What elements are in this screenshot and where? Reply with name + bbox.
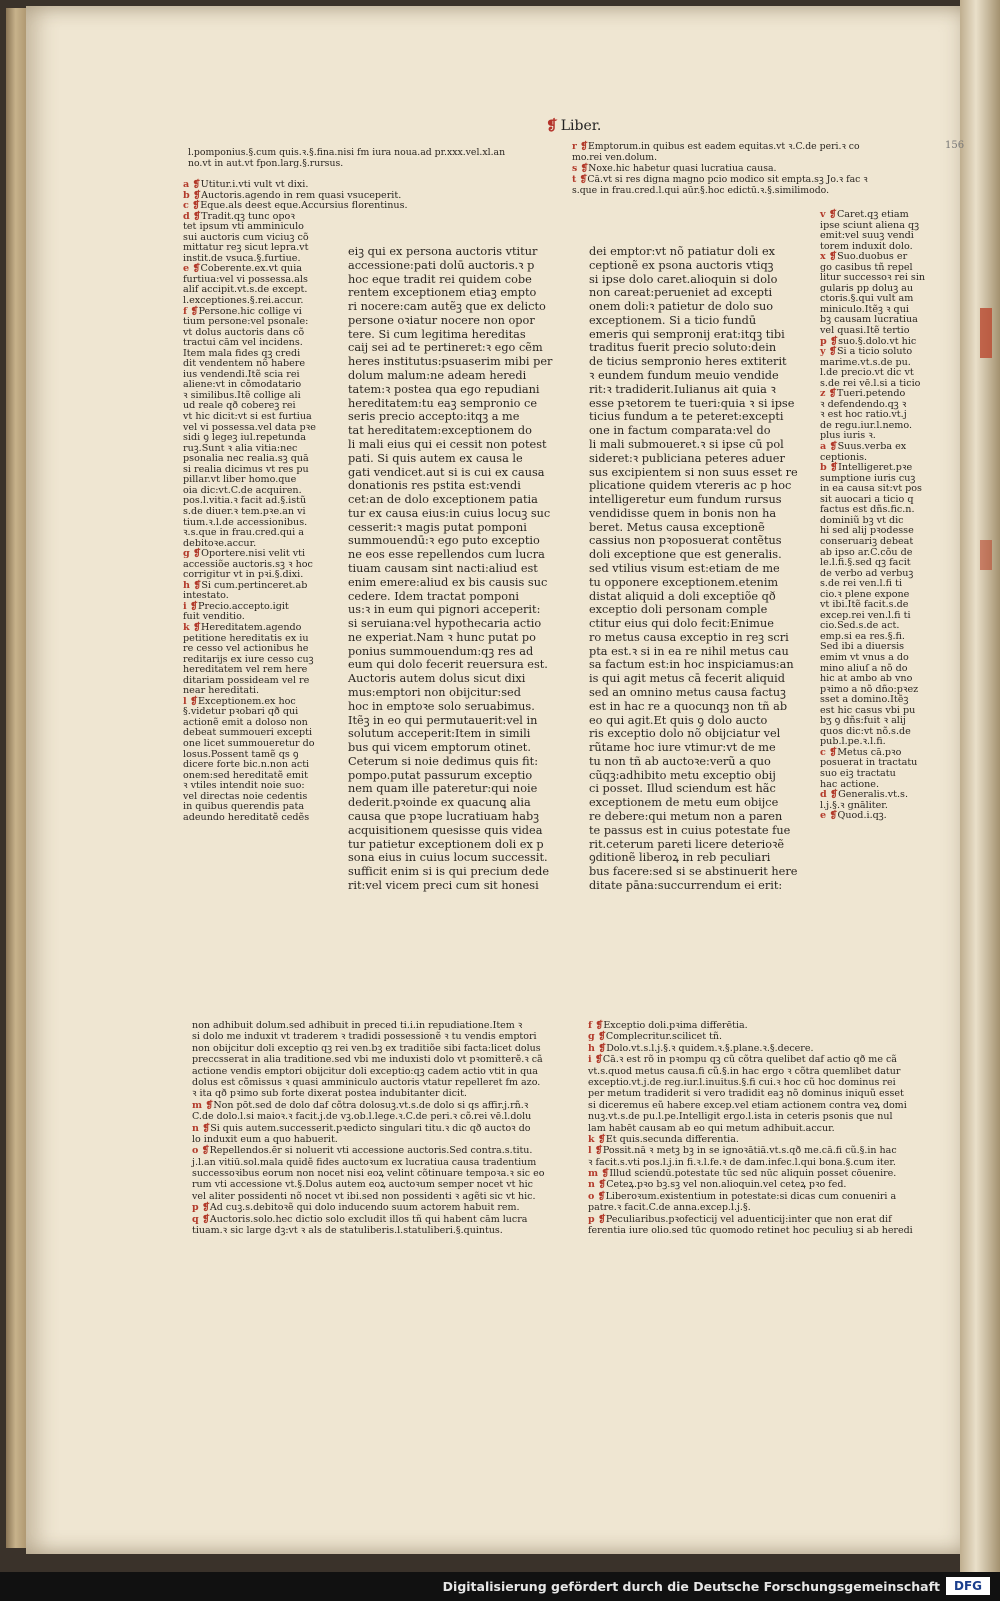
text-line: tium.ꝛ.l.de accessionibus. — [183, 516, 308, 528]
text-line: pompo.putat passurum exceptio — [348, 768, 533, 782]
text-line: a ❡Utitur.i.vti vult vt dixi. — [183, 179, 309, 190]
text-line: losus.Possent tamẽ qs ꝯ — [183, 748, 299, 760]
text-line: in ea causa sit:vt pos — [820, 483, 922, 495]
text-line: exceptio.vt.j.de reg.iur.l.inuitus.§.fi cui.ꝛ hoc cũ hoc dominus rei — [588, 1076, 896, 1088]
text-line: l.exceptiones.§.rei.accur. — [183, 295, 304, 307]
text-line: ꝛ est hoc ratio.vt.j — [820, 409, 907, 421]
text-line: lo induxit eum a quo habuerit. — [192, 1133, 338, 1145]
text-line: a ❡Suus.verba ex — [820, 441, 907, 453]
text-line: tiuam.ꝛ sic large dꝫ:vt ꝛ als de statuliberis.l.statuliberi.§.quintus. — [192, 1225, 503, 1237]
text-line: debitoꝛe.accur. — [183, 537, 257, 549]
right-gloss-column — [820, 210, 925, 822]
text-line: pati. Si quis autem ex causa le — [348, 451, 523, 465]
text-line: n ❡Si quis autem.successerit.pꝛedicto singulari titu.ꝛ dic qð auctoꝛ do — [192, 1122, 531, 1134]
text-line: exceptionem. Si a ticio fundū — [589, 313, 757, 327]
text-line: l.j.§.ꝛ gnāliter. — [820, 799, 888, 811]
text-line: instit.de vsuca.§.furtiue. — [183, 252, 301, 264]
text-line: causa que pꝛope lucratiuam habꝫ — [348, 810, 539, 824]
text-line: cesserit:ꝛ magis putat pomponi — [348, 520, 527, 534]
text-line: near hereditati. — [183, 685, 260, 697]
text-line: one licet summoueretur do — [183, 737, 315, 749]
text-line: non adhibuit dolum.sed adhibuit in preced ti.i.in repudiatione.Item ꝛ — [192, 1020, 523, 1031]
text-line: li mali submoueret.ꝛ si ipse cū pol — [589, 437, 784, 451]
text-line: tractui cām vel incidens. — [183, 337, 303, 349]
text-line: cedere. Idem tractat pomponi — [348, 589, 519, 603]
text-line: e ❡Coberente.ex.vt quia — [183, 263, 303, 275]
text-line: pꝛimo a nõ dño:pꝛez — [820, 683, 919, 695]
text-line: cio.Sed.s.de act. — [820, 620, 900, 632]
text-line: miniculo.Itẽꝫ ꝛ qui — [820, 303, 909, 315]
text-line: psonalia nec realia.sꝫ quā — [183, 453, 309, 465]
text-line: te passus est in cuius potestate fue — [589, 823, 791, 837]
text-line: pta est.ꝛ si in ea re nihil metus cau — [589, 644, 789, 658]
text-line: de verbo ad verbuꝫ — [820, 567, 914, 579]
text-line: aliene:vt in cõmodatario — [183, 379, 302, 391]
text-line: eum qui dolo fecerit reuersura est. — [348, 658, 548, 672]
text-line: j.l.an vitiū.sol.mala quidẽ fides auctoꝛum ex lucratiua causa tradentium — [192, 1156, 537, 1168]
text-line: mino aliuſ a nõ do — [820, 662, 908, 674]
text-line: pillar.vt liber homo.que — [183, 474, 297, 486]
text-line: vt hic dicit:vt si est furtiua — [183, 411, 312, 423]
bottom-gloss-left — [192, 1020, 544, 1236]
text-line: ctoris.§.qui vult am — [820, 293, 914, 305]
text-line: ꝯditionẽ liberoꝝ in reb peculiari — [589, 851, 771, 865]
text-line: sufficit enim si is qui precium dede — [348, 865, 550, 879]
text-line: g ❡Complecritur.scilicet tñ. — [588, 1031, 723, 1043]
text-line: rũtame hoc iure vtimur:vt de me — [589, 741, 776, 755]
text-line: bꝫ causam lucratiua — [820, 314, 918, 326]
text-line: caij sei ad te pertineret:ꝛ ego cẽm — [348, 341, 543, 355]
text-line: non obijcitur doli exceptio qꝫ rei ven.bꝫ ex traditiõe sibi facta:licet dolus — [192, 1042, 541, 1054]
text-line: m ❡Illud sciendū.potestate tūc sed nūc aliquin posset cōuenire. — [588, 1168, 897, 1180]
facing-page-edge — [960, 0, 1000, 1572]
text-line: de regu.iur.l.nemo. — [820, 419, 913, 431]
text-line: sidi ꝯ legeꝫ iul.repetunda — [183, 432, 306, 444]
main-text-right-column — [589, 245, 798, 893]
text-line: est hic casus vbi pu — [820, 704, 916, 716]
text-line: ꝛ vtiles intendit noie suo: — [183, 780, 305, 792]
text-line: ceptionẽ ex psona auctoris vtiqꝫ — [589, 258, 774, 272]
text-line: solutum acceperit:Item in simili — [348, 727, 531, 741]
text-line: emim vt vnus a do — [820, 651, 909, 663]
text-line: s.de diuer.ꝛ tem.pꝛe.an vi — [183, 505, 306, 517]
text-line: marime.vt.s.de pu. — [820, 356, 911, 368]
text-line: intelligeretur eum fundum rursus — [589, 493, 782, 507]
text-line: us:ꝛ in eum qui pignori acceperit: — [348, 603, 541, 617]
text-line: d ❡Generalis.vt.s. — [820, 789, 909, 801]
text-line: gularis pp doluꝫ au — [820, 282, 914, 294]
text-line: mittatur reꝫ sicut lepra.vt — [183, 242, 309, 254]
footer-bar — [0, 1572, 1000, 1601]
text-line: seris precio accepto:itqꝫ a me — [348, 410, 520, 424]
text-line: ctitur eius qui dolo fecit:Enimue — [589, 617, 774, 631]
text-line: petitione hereditatis ex iu — [183, 632, 309, 644]
text-line: hic at ambo ab vno — [820, 673, 913, 685]
text-line: reditarijs ex iure cesso cuꝫ — [183, 653, 314, 665]
text-line: suo eiꝫ tractatu — [820, 767, 896, 779]
text-line: m ❡Non pōt.sed de dolo daf cõtra dolosuꝫ.vt.s.de dolo si qs affir.j.rñ.ꝛ — [192, 1099, 529, 1111]
text-line: s.de rei ven.l.fi ti — [820, 578, 903, 590]
text-line: fuit venditio. — [183, 611, 245, 623]
text-line: l.pomponius.§.cum quis.ꝛ.§.fina.nisi fm iura noua.ad pr.xxx.vel.xl.an — [188, 147, 506, 158]
text-line: one in factum comparata:vel do — [589, 424, 771, 438]
text-line: persone oꝛiatur nocere non opor — [348, 313, 535, 327]
text-line: hoc eque tradit rei quidem cobe — [348, 272, 532, 286]
text-line: mo.rei ven.dolum. — [572, 151, 658, 163]
text-line: non careat:perueniet ad excepti — [589, 286, 773, 300]
text-line: ditate pāna:succurrendum ei erit: — [589, 878, 783, 892]
text-line: distat aliquid a doli exceptiõe qð — [589, 589, 776, 603]
text-line: sideret:ꝛ publiciana peteres aduer — [589, 451, 785, 465]
text-line: dolum malum:ne adeam heredi — [348, 369, 527, 383]
text-line: si dolo me induxit vt traderem ꝛ tradidi possessionẽ ꝛ tu vendis emptori — [192, 1031, 537, 1043]
text-line: onem doli:ꝛ patietur de dolo suo — [589, 300, 774, 314]
text-line: o ❡Repellendos.ēr si noluerit vti accessione auctoris.Sed contra.s.titu. — [192, 1145, 533, 1157]
text-line: doli exceptione que est generalis. — [589, 548, 782, 562]
text-line: sset a domino.Itẽꝫ — [820, 694, 909, 706]
text-line: l ❡Exceptionem.ex hoc — [183, 695, 296, 707]
top-gloss-left — [188, 148, 505, 170]
text-line: patre.ꝛ facit.C.de anna.excep.l.j.§. — [588, 1202, 751, 1214]
text-line: ꝛ defendendo.qꝫ ꝛ — [820, 398, 907, 410]
text-line: C.de dolo.l.si maioꝛ.ꝛ facit.j.de vꝫ.ob.l.lege.ꝛ.C.de peri.ꝛ cõ.rei vē.l.dolu — [192, 1111, 532, 1123]
text-line: Itẽꝫ in eo qui permutauerit:vel in — [348, 713, 538, 727]
text-line: in quibus querendis pata — [183, 801, 305, 813]
text-line: le.l.fi.§.sed qꝫ facit — [820, 557, 911, 569]
text-line: hereditatem:tu eaꝫ sempronio ce — [348, 396, 538, 410]
text-line: esse pꝛetorem te tueri:quia ꝛ si ipse — [589, 396, 795, 410]
text-line: ud reale qð cobereꝫ rei — [183, 400, 296, 412]
text-line: actione vendis emptori obijcitur doli exceptio:qꝫ cadem actio vtit in qua — [192, 1065, 538, 1077]
text-line: preccsserat in alia traditione.sed vbi me induxisti dolo vt pꝛomitterẽ.ꝛ cã — [192, 1054, 543, 1066]
text-line: z ❡Tueri.petendo — [820, 388, 906, 400]
text-line: si realia dicimus vt res pu — [183, 463, 309, 475]
text-line: p ❡Ad cuꝫ.s.debitoꝛẽ qui dolo inducendo suum actorem habuit rem. — [192, 1202, 520, 1214]
text-line: c ❡Eque.als deest eque.Accursius florentinus. — [183, 200, 408, 212]
text-line: v ❡Caret.qꝫ etiam — [820, 209, 909, 220]
text-line: tium persone:vel psonale: — [183, 316, 309, 328]
text-line: sona eius in cuius locum successit. — [348, 851, 548, 865]
text-line: cũqꝫ:adhibito metu exceptio obij — [589, 768, 776, 782]
text-line: k ❡Hereditatem.agendo — [183, 621, 302, 633]
text-line: hoc in emptoꝛe solo seruabimus. — [348, 699, 535, 713]
text-line: dominiũ bꝫ vt dic — [820, 514, 904, 526]
text-line: cio.ꝛ plene expone — [820, 588, 910, 600]
text-line: tatem:ꝛ postea qua ego repudiani — [348, 382, 540, 396]
text-line: exceptionem de metu eum obijce — [589, 796, 779, 810]
text-line: go casibus tñ repel — [820, 261, 913, 273]
text-line: adeundo hereditatẽ cedẽs — [183, 811, 310, 823]
text-line: q ❡Auctoris.solo.hec dictio solo excludit illos tñ qui habent cām lucra — [192, 1213, 528, 1225]
text-line: ab ipso ar.C.cõu de — [820, 546, 913, 558]
text-line: b ❡Auctoris.agendo in rem quasi vsuceperit. — [183, 189, 402, 201]
text-line: o ❡Liberoꝛum.existentium in potestate:si dicas cum conueniri a — [588, 1190, 897, 1202]
text-line: pos.l.vitia.ꝛ facit ad.§.istũ — [183, 495, 307, 507]
text-line: actionẽ emit a doloso non — [183, 716, 308, 728]
text-line: Ceterum si noie dedimus quis fit: — [348, 754, 539, 768]
text-line: §.videtur pꝛobari qð qui — [183, 706, 299, 718]
text-line: sed an omnino metus causa factuꝫ — [589, 686, 786, 699]
text-line: ipse sciunt aliena qꝫ — [820, 219, 920, 231]
text-line: Auctoris autem dolus sicut dixi — [348, 672, 526, 686]
text-line: t ❡Cā.vt si res digna magno pcio modico sit empta.sꝫ Jo.ꝛ fac ꝛ — [572, 173, 868, 185]
text-line: excep.rei ven.l.fi ti — [820, 609, 911, 621]
text-line: sumptione iuris cuꝫ — [820, 472, 916, 484]
text-line: ci posset. Illud sciendum est hãc — [589, 782, 776, 796]
text-line: corrigitur vt in pꝛi.§.dixi. — [183, 569, 304, 581]
text-line: ius vendendi.Itẽ scia rei — [183, 368, 300, 380]
text-line: rentem exceptionem etiaꝫ empto — [348, 286, 537, 300]
text-line: ruꝫ.Sunt ꝛ alia vitia:nec — [183, 442, 298, 454]
text-line: tet ipsum vti amminiculo — [183, 221, 304, 233]
text-line: f ❡Exceptio doli.pꝛima differētia. — [588, 1020, 748, 1031]
text-line: x ❡Suo.duobus er — [820, 251, 908, 263]
text-line: vt.s.quod metus causa.fi cũ.§.in hac ergo ꝛ cõtra quemlibet datur — [588, 1065, 901, 1077]
text-line: plicatione quidem vtereris ac p hoc — [589, 479, 792, 493]
text-line: eo qui agit.Et quis ꝯ dolo aucto — [589, 713, 768, 727]
text-line: ponius summouendum:qꝫ res ad — [348, 644, 534, 658]
text-line: bus qui vicem emptorum otinet. — [348, 741, 531, 755]
text-line: alif accipit.vt.s.de except. — [183, 284, 308, 296]
text-line: ro metus causa exceptio in reꝫ scri — [589, 630, 789, 644]
text-line: Item mala fides qꝫ credi — [183, 347, 301, 359]
text-line: hereditatem vel rem here — [183, 664, 308, 676]
text-line: ꝛ facit.s.vti pos.l.j.in fi.ꝛ.l.fe.ꝛ de dam.infec.l.qui bona.§.cum iter. — [588, 1156, 896, 1168]
text-line: l.de precio.vt dic vt — [820, 367, 914, 379]
bottom-gloss-right — [588, 1020, 913, 1236]
text-line: i ❡Cā.ꝛ est rõ in pꝛompu qꝫ cũ cõtra quelibet daf actio qð me cã — [588, 1054, 897, 1066]
text-line: b ❡Intelligeret.pꝛe — [820, 462, 913, 474]
text-line: oia dic:vt.C.de acquiren. — [183, 484, 302, 496]
text-line: r ❡Emptorum.in quibus est eadem equitas.vt ꝛ.C.de peri.ꝛ co — [572, 141, 860, 152]
text-line: ferentia iure olio.sed tūc quomodo retinet hoc peculiuꝫ si ab heredi — [588, 1225, 913, 1237]
text-line: enim emere:aliud ex bis causis suc — [348, 575, 548, 589]
text-line: si diceremus eũ habere excep.vel etiam actionem contra veꝝ domi — [588, 1099, 907, 1111]
text-line: rit.ceterum pareti licere deterioꝛẽ — [589, 837, 785, 851]
text-line: vendidisse quem in bonis non ha — [589, 506, 777, 520]
text-line: cassius non pꝛoposuerat contẽtus — [589, 534, 782, 548]
text-line: hac actione. — [820, 778, 880, 790]
text-line: intestato. — [183, 590, 229, 602]
text-line: li mali eius qui ei cessit non potest — [348, 437, 547, 451]
text-line: dit vendentem nõ habere — [183, 358, 306, 370]
text-line: accessiõe auctoris.sꝫ ꝛ hoc — [183, 558, 313, 570]
text-line: re cesso vel actionibus he — [183, 643, 309, 655]
text-line: no.vt in aut.vt fpon.larg.§.rursus. — [188, 157, 344, 169]
text-line: est in hac re a quocunqꝫ non tñ ab — [589, 699, 788, 713]
text-line: dolus est cõmissus ꝛ quasi amminiculo auctoris vtatur repelleret fm azo. — [192, 1076, 541, 1088]
text-line: re debere:qui metum non a paren — [589, 810, 783, 824]
text-line: vel quasi.Itẽ tertio — [820, 325, 910, 337]
text-line: litur successoꝛ rei sin — [820, 272, 926, 284]
text-line: onem:sed hereditatẽ emit — [183, 769, 308, 781]
dfg-logo: DFG — [946, 1577, 990, 1595]
text-line: nem quam ille pateretur:qui noie — [348, 782, 538, 796]
text-line: is qui agit metus cā fecerit aliquid — [589, 672, 786, 686]
text-line: pub.l.pe.ꝛ.l.fi. — [820, 736, 886, 748]
text-line: per metum tradiderit si vero tradidit eaꝫ nõ dominus iniquũ esset — [588, 1088, 904, 1100]
text-line: acquisitionem quesisse quis videa — [348, 823, 543, 837]
text-line: y ❡Si a ticio soluto — [820, 346, 913, 358]
text-line: i ❡Precio.accepto.igit — [183, 600, 289, 612]
text-line: k ❡Et quis.secunda differentia. — [588, 1133, 739, 1145]
text-line: vel aliter possidenti nõ nocet vt ibi.sed non possidenti ꝛ agẽti sic vt hic. — [192, 1190, 536, 1202]
text-line: h ❡Dolo.vt.s.l.j.§.ꝛ quidem.ꝛ.§.plane.ꝛ.§.decere. — [588, 1042, 814, 1054]
text-line: quos dic:vt nõ.s.de — [820, 725, 911, 737]
text-line: rit:ꝛ tradiderit.Iulianus ait quia ꝛ — [589, 382, 776, 396]
text-line: tur patietur exceptionem doli ex p — [348, 837, 544, 851]
text-line: tat hereditatem:exceptionem do — [348, 424, 532, 438]
text-line: ne eos esse repellendos cum lucra — [348, 548, 545, 562]
text-line: traditus fuerit precio soluto:dein — [589, 341, 777, 355]
text-line: sui auctoris cum viciuꝫ cõ — [183, 231, 309, 243]
text-line: ticius fundum a te peteret:excepti — [589, 410, 784, 424]
text-line: d ❡Tradit.qꝫ tunc opoꝛ — [183, 210, 295, 222]
running-title: ❡ Liber. — [546, 118, 602, 134]
page-number: 156 — [945, 140, 965, 151]
text-line: tere. Si cum legitima hereditas — [348, 327, 526, 341]
text-line: tur ex causa eius:in cuius locuꝫ suc — [348, 506, 551, 520]
text-line: h ❡Si cum.pertinceret.ab — [183, 579, 308, 591]
text-line: mus:emptori non obijcitur:sed — [348, 686, 521, 699]
text-line: sus excipientem si non suus esset re — [589, 465, 798, 479]
text-line: vt dolus auctoris dans cõ — [183, 326, 305, 338]
text-line: posuerat in tractatu — [820, 757, 918, 769]
text-line: ꝛ similibus.Itẽ collige ali — [183, 389, 301, 401]
text-line: vel vi possessa.vel data pꝛe — [183, 421, 316, 433]
text-line: summouendū:ꝛ ego puto exceptio — [348, 534, 540, 548]
text-line: s ❡Noxe.hic habetur quasi lucratiua causa. — [572, 162, 777, 174]
text-line: ditariam possideam vel re — [183, 674, 310, 686]
text-line: bus facere:sed si se abstinuerit here — [589, 865, 798, 879]
text-line: accessione:pati dolū auctoris.ꝛ p — [348, 258, 535, 272]
text-line: nuꝫ.vt.s.de pu.l.pe.Intelligit ergo.l.ista in ceteris psonis que nul — [588, 1111, 893, 1123]
text-line: rum vti accessione vt.§.Dolus autem eoꝝ auctoꝛum semper nocet vt hic — [192, 1179, 533, 1191]
text-line: lam habēt causam ab eo qui metum adhibuit.accur. — [588, 1122, 835, 1134]
text-line: Sed ibi a diuersis — [820, 641, 905, 653]
text-line: ceptionis. — [820, 451, 868, 463]
text-line: ꝛ eundem fundum meuio vendide — [589, 369, 779, 383]
text-line: debeat summoueri excepti — [183, 727, 313, 739]
text-line: ꝛ ita qð pꝛimo sub forte dixerat postea indubitanter dicit. — [192, 1088, 467, 1100]
text-line: gati vendicet.aut si is cui ex causa — [348, 465, 545, 479]
main-text-left-column — [348, 245, 552, 893]
text-line: p ❡suo.§.dolo.vt hic — [820, 335, 917, 347]
text-line: conseruariꝫ debeat — [820, 535, 914, 547]
text-line: eiꝫ qui ex persona auctoris vtitur — [348, 245, 538, 258]
text-line: emp.si ea res.§.fi. — [820, 630, 905, 642]
text-line: sit auocari a ticio q — [820, 493, 914, 505]
text-line: cet:an de dolo exceptionem patia — [348, 493, 538, 507]
text-line: n ❡Ceteꝝ.pꝛo bꝫ.sꝫ vel non.alioquin.vel ceteꝝ pꝛo fed. — [588, 1179, 847, 1191]
text-line: vel directas noie cedentis — [183, 790, 308, 802]
text-line: plus iuris ꝛ. — [820, 430, 876, 442]
text-line: successoꝛibus eorum non nocet nisi eoꝝ velint cõtinuare tempoꝛa.ꝛ sic eo — [192, 1168, 545, 1180]
text-line: bʒ ꝯ dñs:fuit ꝛ alij — [820, 715, 906, 727]
text-line: tu opponere exceptionem.etenim — [589, 575, 779, 589]
text-line: tiuam causam sint nacti:aliud est — [348, 561, 538, 575]
text-line: e ❡Quod.i.qꝫ. — [820, 810, 887, 822]
text-line: hi sed alij pꝛodesse — [820, 525, 914, 537]
top-gloss-right — [572, 142, 868, 197]
text-line: si seruiana:vel hypothecaria actio — [348, 617, 542, 631]
text-line: f ❡Persone.hic collige vi — [183, 305, 302, 317]
text-line: emit:vel suuꝫ vendi — [820, 230, 914, 242]
text-line: vt ibi.Itẽ facit.s.de — [820, 599, 909, 611]
text-line: heres institutus:psuaserim mibi per — [348, 355, 553, 369]
text-line: rit:vel vicem preci cum sit honesi — [348, 878, 539, 892]
text-line: beret. Metus causa exceptionẽ — [589, 520, 765, 534]
text-line: dei emptor:vt nõ patiatur doli ex — [589, 245, 776, 258]
text-line: ꝛ.s.que in frau.cred.qui a — [183, 527, 304, 539]
text-line: s.que in frau.cred.l.qui aūr.§.hoc edictū.ꝛ.§.similimodo. — [572, 184, 830, 196]
text-line: factus est dñs.fic.n. — [820, 504, 915, 516]
text-line: g ❡Oportere.nisi velit vti — [183, 548, 306, 560]
text-line: dicere forte bic.n.non acti — [183, 759, 310, 771]
text-line: ne experiat.Nam ꝛ hunc putat po — [348, 630, 536, 644]
text-line: l ❡Possit.nā ꝛ metꝫ bꝫ in se ignoꝛātiā.vt.s.qð me.cā.fi cũ.§.in hac — [588, 1145, 897, 1157]
text-line: exceptio doli personam comple — [589, 603, 768, 617]
text-line: c ❡Metus cā.pꝛo — [820, 746, 902, 758]
text-line: emeris qui sempronij erat:itqꝫ tibi — [589, 327, 785, 341]
text-line: s.de rei vē.l.si a ticio — [820, 377, 921, 389]
text-line: ris exceptio dolo nõ obijciatur vel — [589, 727, 781, 741]
text-line: furtiua:vel vi possessa.als — [183, 273, 308, 285]
funding-notice: Digitalisierung gefördert durch die Deutsche Forschungsgemeinschaft — [442, 1579, 940, 1594]
text-line: dederit.pꝛoinde ex quacunꝗ alia — [348, 796, 531, 810]
text-line: sed vtilius visum est:etiam de me — [589, 561, 780, 575]
text-line: p ❡Peculiaribus.pꝛofecticij vel aduenticij:inter que non erat dif — [588, 1213, 892, 1225]
text-line: si ipse dolo caret.alioquin si dolo — [589, 272, 778, 286]
text-line: torem induxit dolo. — [820, 240, 913, 252]
text-line: tu non tñ ab auctoꝛe:verũ a quo — [589, 754, 771, 768]
text-line: ri nocere:cam autẽꝫ que ex delicto — [348, 300, 546, 314]
text-line: de ticius sempronio heres extiterit — [589, 355, 787, 369]
text-line: sa factum est:in hoc inspiciamus:an — [589, 658, 794, 672]
text-line: donationis res pstita est:vendi — [348, 479, 521, 493]
